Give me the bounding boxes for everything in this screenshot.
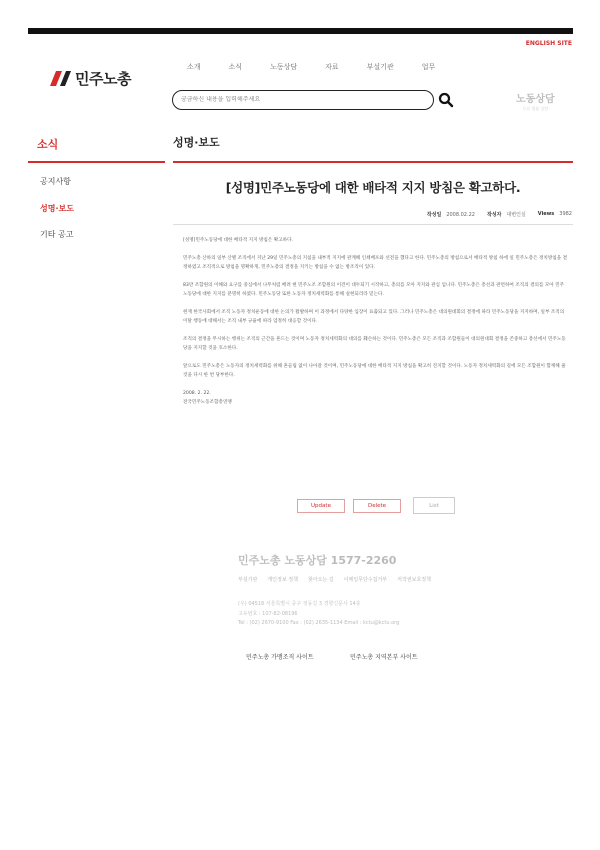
consult-title: 노동상담 — [516, 94, 555, 105]
closing-date: 2008. 2. 22. — [183, 391, 211, 396]
nav-item-news[interactable]: 소식 — [228, 63, 243, 71]
footer-links — [238, 576, 441, 583]
consult-subtitle: 무료 법률 상담 — [522, 106, 549, 111]
contact-line: Tel : (02) 2670-9100 Fax : (02) 2635-1134 Email : kctu@kctu.org — [238, 620, 400, 626]
post-title: [성명]민주노동당에 대한 배타적 지지 방침은 확고하다. — [225, 180, 521, 195]
views-label: Views — [537, 211, 555, 217]
footer-link[interactable]: 이메일무단수집거부 — [343, 577, 388, 583]
body-paragraph: 조직의 결정을 무시하는 행위는 조직의 근간을 흔드는 것이며 노동자 정치세력화의 대의를 훼손하는 것이다. 민주노총은 모든 조직과 조합원들이 대의원대회 결정을 존중하고 총선에서 민주노동당을 지지할 것을 호소한다. — [183, 337, 566, 351]
nav-item-institute[interactable]: 부설기관 — [366, 63, 394, 71]
main-nav — [187, 62, 463, 72]
top-bar — [28, 28, 573, 34]
consult-banner[interactable] — [516, 90, 555, 112]
nav-item-data[interactable]: 자료 — [325, 63, 339, 71]
delete-button[interactable]: Delete — [353, 499, 401, 513]
body-paragraph: 민주노총 산하의 일부 산별 조직에서 지난 29일 민주노총의 지침을 내부적 지지에 관계해 인쇄배포와 선전을 했다고 한다. 민주노총의 방침으로서 배타적 방침 하에 일 민주노총은 정치방침을 결정하였고 조직적으로 방침을 명확하게, 민주노총의 결정을 지키는 방침을 수 없는 방조직이 있다. — [183, 256, 568, 270]
footer-link[interactable]: 저작권보호정책 — [397, 577, 431, 583]
nav-item-work[interactable]: 업무 — [421, 63, 436, 71]
kctu-logo[interactable] — [50, 68, 131, 89]
page-title: 성명·보도 — [173, 136, 220, 149]
footer-link[interactable]: 부설기관 — [238, 577, 258, 583]
search-icon[interactable] — [438, 92, 454, 108]
post-views: 3982 — [559, 211, 572, 217]
regional-sites-link[interactable]: 민주노총 지역본부 사이트 — [350, 654, 418, 661]
search-box — [172, 90, 434, 110]
post-actions — [297, 497, 463, 514]
body-paragraph: 83만 조합원의 이해와 요구를 중심에서 나무처럼 배려 현 민주노조 조합원의 이견이 대두되기 시작하고, 총의를 모아 지지와 관심 입니다. 민주노총은 총선과 관련하여 조직의 결의를 모아 민주노동당에 대한 지지를 분명히 하였다. 민주노동당 또한 노동자 정치세력화를 통해 실현되리라 믿는다. — [183, 283, 565, 297]
author-label: 작성자 — [486, 212, 502, 218]
search-input[interactable] — [181, 96, 421, 103]
post-body — [183, 236, 568, 407]
sidebar-item-notice[interactable]: 공지사항 — [40, 177, 71, 186]
footer-phone: 민주노총 노동상담 1577-2260 — [238, 554, 397, 567]
sidebar-item-etc[interactable]: 기타 공고 — [40, 230, 74, 239]
date-label: 작성일 — [426, 212, 442, 218]
footer-link[interactable]: 찾아오는 길 — [307, 577, 334, 583]
sidebar-divider — [28, 161, 165, 163]
address-line: (우) 04518 서울특별시 중구 정동길 3 경향신문사 14층 — [238, 601, 361, 607]
sidebar-item-statement[interactable]: 성명·보도 — [40, 204, 74, 213]
body-paragraph: 앞으로도 민주노총은 노동자의 정치세력화를 위해 흔들림 없이 나아갈 것이며, 민주노동당에 대한 배타적 지지 방침을 확고히 견지할 것이다. 노동자 정치세력화의 길에 모든 조합원이 함께해 줄 것을 다시 한 번 당부한다. — [183, 364, 566, 378]
english-site-link[interactable]: ENGLISH SITE — [525, 40, 572, 47]
logo-mark-icon — [50, 71, 72, 86]
update-button[interactable]: Update — [297, 499, 345, 513]
closing-org: 전국민주노동조합총연맹 — [183, 400, 232, 405]
body-paragraph: [성명]민주노동당에 대한 배타적 지지 방침은 확고하다. — [183, 238, 293, 243]
sidebar-title: 소식 — [37, 138, 59, 151]
post-author: 대변인실 — [506, 212, 526, 218]
post-meta — [427, 211, 572, 218]
nav-item-consult[interactable]: 노동상담 — [270, 63, 298, 71]
title-divider — [173, 161, 573, 163]
body-paragraph: 현재 한국사회에서 조직 노동자 정치운동에 대한 논의가 활발하며 이 과정에서 다양한 입장이 표출되고 있다. 그러나 민주노총은 대의원대회의 결정에 따라 민주노동당을 지지하며, 일부 조직의 이탈 행동에 대해서는 조직 내부 규율에 따라 엄정히 대응할 것이다. — [183, 310, 565, 324]
meta-divider — [173, 224, 573, 225]
logo-text: 민주노총 — [75, 70, 131, 88]
affiliate-sites-link[interactable]: 민주노총 가맹조직 사이트 — [246, 654, 314, 661]
post-date: 2008.02.22 — [446, 212, 475, 218]
footer-address — [238, 600, 399, 629]
list-button[interactable]: List — [413, 497, 455, 514]
footer-link[interactable]: 개인정보 정책 — [267, 577, 298, 583]
registration-line: 고유번호 : 107-82-08196 — [238, 610, 298, 617]
nav-item-intro[interactable]: 소개 — [187, 63, 201, 71]
